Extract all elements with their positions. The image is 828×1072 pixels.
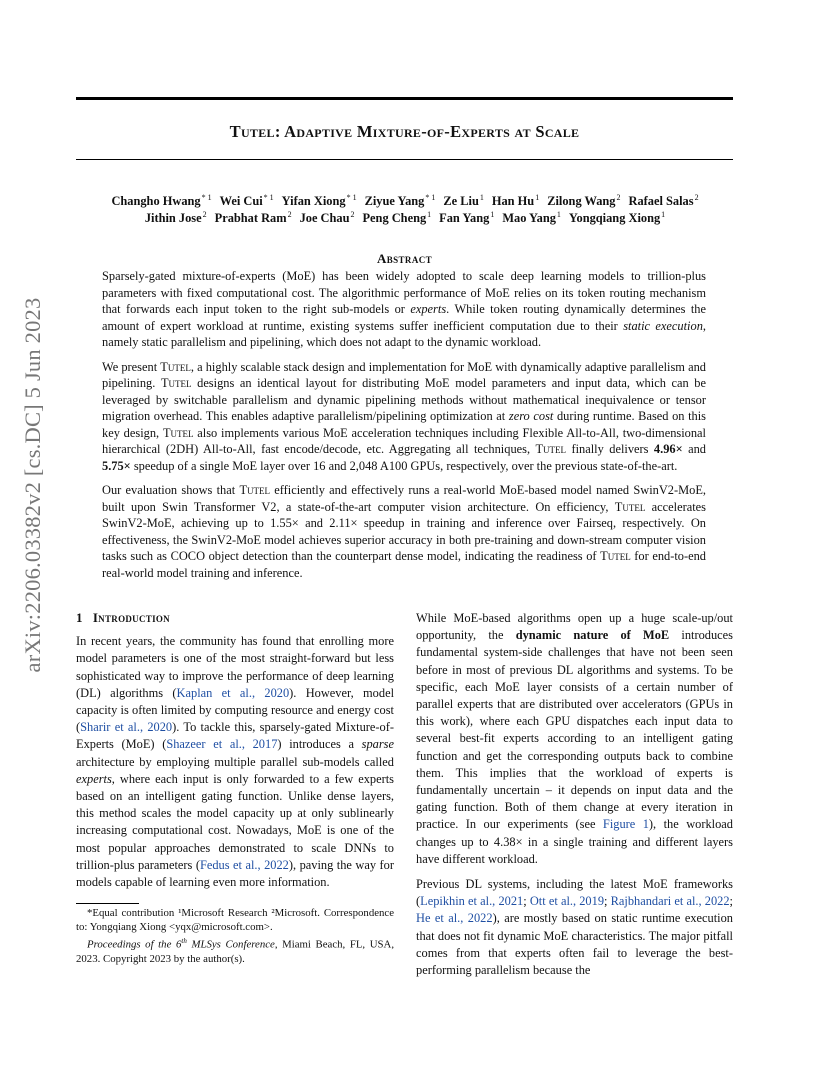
text-run: In recent years, the community has found that enrolling more model parameters is one of the most straight-forward but less sophisticated way to improve the performance of deep learning (DL) algorithms (: [76, 634, 394, 700]
text-run: architecture by employing multiple parallel sub-models called: [76, 754, 394, 769]
text-run: , a highly scalable stack design and implementation for MoE with dynamically adaptive parallelism and pipelining.: [102, 359, 706, 390]
citation-link[interactable]: Kaplan et al., 2020: [176, 685, 290, 700]
author-affiliation-mark: * 1: [346, 193, 357, 202]
text-run: Tutel: [600, 549, 631, 563]
proceedings-conference: MLSys Conference: [186, 938, 275, 951]
citation-link[interactable]: Rajbhandari et al., 2022: [610, 894, 730, 909]
text-run: ), the workload changes up to 4.38× in a single training and different layers have different workload.: [416, 817, 733, 866]
text-run: experts: [76, 771, 112, 786]
citation-link[interactable]: Sharir et al., 2020: [80, 720, 173, 735]
left-column: [76, 609, 394, 891]
author-name: Yongqiang Xiong: [568, 211, 661, 225]
author-affiliation-mark: * 1: [425, 193, 436, 202]
text-run: While MoE-based algorithms open up a huge scale-up/out opportunity, the: [416, 611, 733, 643]
author-affiliation-mark: 2: [350, 210, 355, 219]
author: [439, 211, 494, 225]
text-run: zero cost: [508, 409, 554, 423]
author-name: Yifan Xiong: [281, 194, 346, 208]
abstract-heading: Abstract: [376, 251, 433, 266]
author-name: Fan Yang: [439, 211, 490, 225]
text-run: , where each input is only forwarded to a few experts based on an intelligent gating function. Unlike dense layers, this method scales the model capacity up at only sublinearly increasing computational cost. Nowadays, MoE is one of the most popular approaches demonstrated to scale DNNs to trillion-plus parameters (: [76, 771, 394, 872]
title-rule: [76, 159, 733, 160]
authors-line-2: [70, 205, 740, 228]
paper-title: Tutel: Adaptive Mixture-of-Experts at Scale: [229, 122, 580, 141]
author-name: Changho Hwang: [111, 194, 201, 208]
text-run: ;: [523, 894, 530, 909]
top-rule: [76, 97, 733, 100]
text-run: ;: [604, 894, 611, 909]
right-column: [416, 610, 733, 979]
author: [362, 211, 431, 225]
text-run: Previous DL systems, including the latest MoE frameworks (: [416, 877, 733, 909]
author-affiliation-mark: 2: [694, 193, 699, 202]
author: [502, 211, 561, 225]
text-run: sparse: [361, 737, 394, 752]
section-title: Introduction: [92, 610, 170, 625]
text-run: Our evaluation shows that: [102, 483, 240, 497]
author-affiliation-mark: 1: [535, 193, 540, 202]
intro-paragraph: [76, 633, 394, 891]
author: [569, 211, 665, 225]
author-name: Han Hu: [491, 194, 535, 208]
arxiv-identifier: arXiv:2206.03382v2 [cs.DC] 5 Jun 2023: [20, 297, 45, 673]
citation-link[interactable]: Shazeer et al., 2017: [166, 737, 278, 752]
footnote-rule: [76, 903, 139, 904]
author-affiliation-mark: * 1: [201, 193, 212, 202]
text-run: static execution: [623, 318, 703, 333]
text-run: 5.75×: [102, 458, 131, 473]
text-run: efficiently and effectively runs a real-world MoE-based model named SwinV2-MoE, built upon Swin Transformer V2, a state-of-the-art computer vision architecture. On efficiency,: [102, 483, 706, 514]
author-affiliation-mark: 1: [427, 210, 432, 219]
author-name: Wei Cui: [219, 194, 263, 208]
author-name: Zilong Wang: [547, 194, 616, 208]
section-heading: [76, 609, 394, 626]
author-affiliation-mark: 2: [616, 193, 621, 202]
footnote-affiliations: *Equal contribution ¹Microsoft Research ²Microsoft. Correspondence to: Yongqiang Xiong <yqx@microsoft.com>.: [76, 907, 394, 933]
author-affiliation-mark: * 1: [263, 193, 274, 202]
author-name: Joe Chau: [299, 211, 350, 225]
text-run: introduces fundamental system-side challenges that have not been seen before in most of previous DL algorithms and systems. To be specific, each MoE layer consists of a certain number of parallel experts that are distributed over accelerators (GPUs in this work), where each GPU dispatches each input data to several best-fit experts according to an intelligent gating function and get the corresponding outputs back to combine them. This implies that the workload of experts is fundamentally uncertain – it depends on input data and the gating function. Both of them change at every iteration in practice. In our experiments (see: [416, 628, 733, 832]
text-run: also implements various MoE acceleration techniques including Flexible All-to-All, two-dimensional hierarchical (2DH) All-to-All, fast encode/decode, etc. Aggregating all techniques,: [102, 425, 706, 456]
text-run: ;: [729, 894, 733, 909]
intro-paragraph: [416, 876, 733, 979]
footnote: [76, 906, 394, 966]
proceedings-pre: Proceedings of the 6: [87, 938, 182, 951]
author: [215, 211, 292, 225]
text-run: Tutel: [162, 425, 194, 440]
citation-link[interactable]: Ott et al., 2019: [529, 894, 605, 909]
citation-link[interactable]: Fedus et al., 2022: [199, 857, 289, 872]
section-number: 1: [76, 610, 83, 625]
abstract-body: [102, 268, 706, 589]
text-run: Sparsely-gated mixture-of-experts (MoE) has been widely adopted to scale deep learning models to trillion-plus parameters with fixed computational cost. The algorithmic performance of MoE relies on its token routing mechanism that forwards each input token to the right sub-models or: [102, 269, 706, 316]
text-run: speedup of a single MoE layer over 16 and 2,048 A100 GPUs, respectively, over the previous state-of-the-art.: [130, 458, 678, 473]
author-name: Peng Cheng: [362, 211, 427, 225]
author-name: Prabhat Ram: [214, 211, 287, 225]
citation-link[interactable]: Lepikhin et al., 2021: [420, 894, 524, 909]
author-affiliation-mark: 1: [490, 210, 495, 219]
author-affiliation-mark: 1: [556, 210, 561, 219]
footnote-proceedings: [76, 934, 394, 966]
intro-paragraph: [416, 610, 733, 868]
text-run: , namely static parallelism and pipelining, which does not adapt to the dynamic workload.: [102, 318, 706, 349]
text-run: Tutel: [239, 483, 270, 497]
author: [145, 211, 207, 225]
text-run: Tutel: [160, 359, 191, 374]
abstract-paragraph: [102, 482, 706, 581]
author-affiliation-mark: 1: [479, 193, 484, 202]
author-affiliation-mark: 1: [661, 210, 666, 219]
text-run: Tutel: [535, 442, 567, 456]
citation-link[interactable]: Figure 1: [602, 817, 649, 832]
text-run: ), paving the way for models capable of learning even more information.: [76, 857, 394, 890]
text-run: ), are mostly based on static runtime execution that does not fit dynamic MoE characteristics. The major pitfall comes from that experts often fail to leverage the best-performing parallelism because the: [416, 911, 733, 978]
abstract-paragraph: [102, 268, 706, 351]
proceedings-tail: , Miami Beach, FL, USA, 2023. Copyright 2023 by the author(s).: [76, 938, 395, 965]
author-name: Mao Yang: [502, 211, 556, 225]
text-run: designs an identical layout for distributing MoE model parameters and input data, which can be leveraged by switchable parallelism and dynamic pipelining methods without mathematical inequivalence or tensor migration overhead. This enables adaptive parallelism/pipelining optimization at: [102, 376, 706, 423]
text-run: accelerates SwinV2-MoE, achieving up to 1.55× and 2.11× speedup in training and inference over Fairseq, respectively. On effectiveness, the SwinV2-MoE model achieves superior accuracy in both pre-training and down-stream computer vision tasks such as COCO object detection than the counterpart dense model, indicating the readiness of: [102, 499, 706, 563]
text-run: ). To tackle this, sparsely-gated Mixture-of-Experts (MoE) (: [76, 720, 394, 752]
text-run: 4.96×: [653, 442, 683, 456]
text-run: for end-to-end real-world model training and inference.: [102, 549, 706, 580]
text-run: Tutel: [614, 499, 646, 514]
text-run: dynamic nature of MoE: [515, 628, 670, 643]
author-name: Ze Liu: [443, 194, 479, 208]
text-run: ). However, model capacity is often limited by computing resource and energy cost (: [76, 685, 395, 735]
text-run: and: [682, 442, 706, 456]
author-name: Ziyue Yang: [364, 194, 425, 208]
text-run: . While token routing dynamically determines the amount of expert workload at runtime, existing systems suffer inefficient computation due to their: [102, 302, 706, 333]
text-run: Tutel: [160, 376, 192, 390]
proceedings-ordinal: th: [181, 937, 187, 945]
text-run: experts: [410, 302, 447, 316]
abstract-paragraph: [102, 359, 706, 475]
author-affiliation-mark: 2: [202, 210, 207, 219]
author-name: Jithin Jose: [144, 211, 202, 225]
author: [300, 211, 355, 225]
text-run: We present: [102, 359, 161, 374]
text-run: ) introduces a: [277, 737, 362, 752]
author-name: Rafael Salas: [628, 194, 694, 208]
text-run: during runtime. Based on this key design,: [102, 409, 706, 440]
text-run: finally delivers: [566, 442, 654, 456]
citation-link[interactable]: He et al., 2022: [416, 911, 493, 926]
author-affiliation-mark: 2: [287, 210, 292, 219]
